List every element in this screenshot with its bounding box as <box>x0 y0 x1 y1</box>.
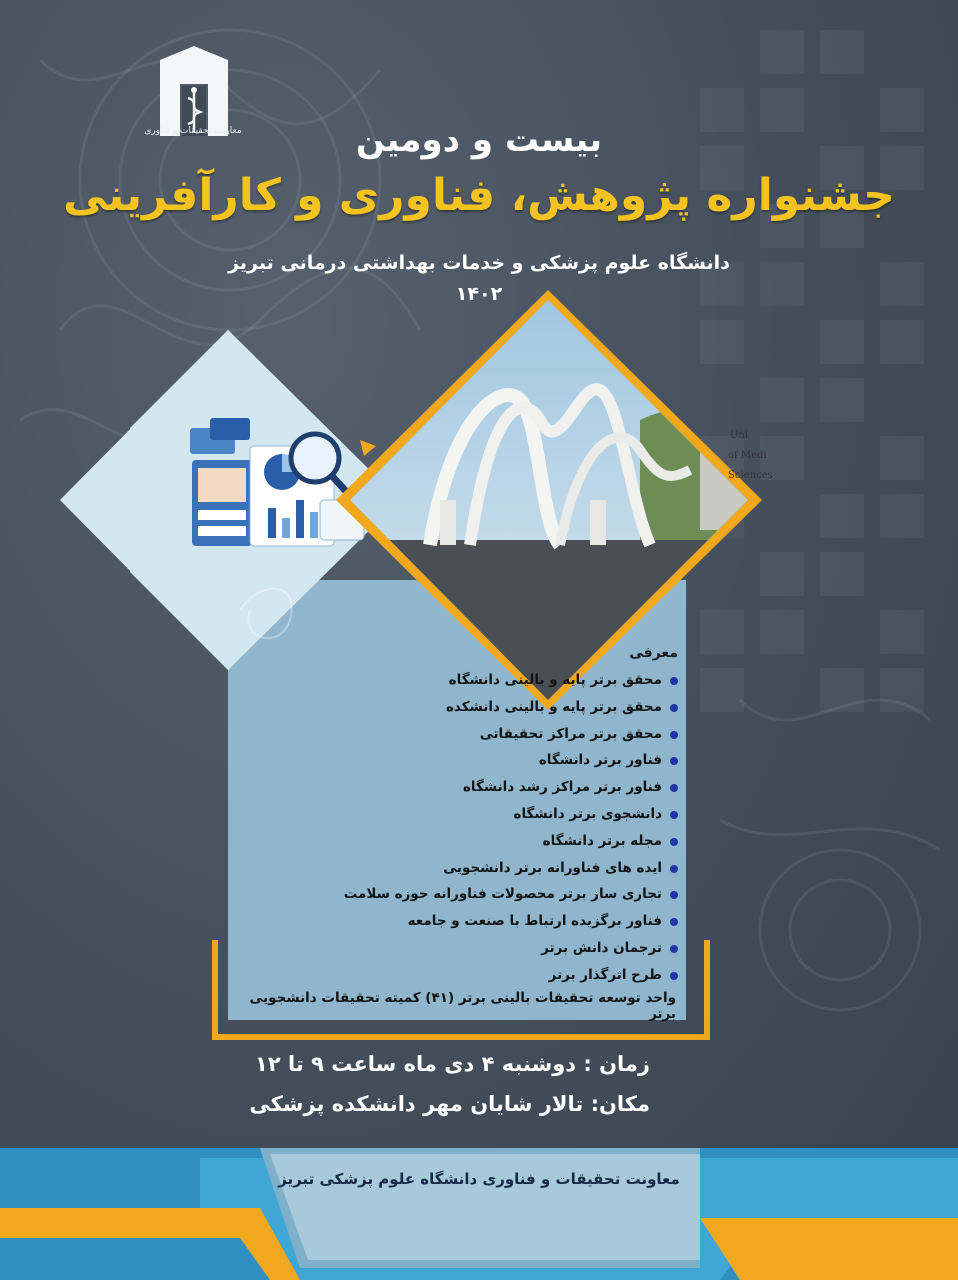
awards-heading: معرفی <box>629 645 678 661</box>
award-item <box>218 881 678 908</box>
award-item <box>218 935 678 962</box>
award-item <box>218 962 678 989</box>
logo-label: معاونت تحقیقات و فناوری <box>144 126 242 136</box>
festival-year: ۱۴۰۲ <box>455 283 503 305</box>
award-item <box>218 801 678 828</box>
bullet-icon <box>670 865 678 873</box>
bullet-icon <box>670 757 678 765</box>
gate-sign-line1: Uni <box>730 430 749 441</box>
awards-footer: واحد توسعه تحقیقات بالینی برتر (۴۱) کمیته تحقیقات دانشجویی برتر <box>249 990 676 1022</box>
award-item <box>218 747 678 774</box>
bullet-icon <box>670 731 678 739</box>
bullet-icon <box>670 704 678 712</box>
bullet-icon <box>670 918 678 926</box>
award-item <box>218 828 678 855</box>
bullet-icon <box>670 677 678 685</box>
award-item-label: دانشجوی برتر دانشگاه <box>513 805 662 822</box>
award-item <box>218 694 678 721</box>
award-item-label: محقق برتر پایه و بالینی دانشکده <box>445 698 662 715</box>
bullet-icon <box>670 838 678 846</box>
bullet-icon <box>670 972 678 980</box>
award-item <box>218 667 678 694</box>
award-item-label: محقق برتر مراکز تحقیقاتی <box>479 725 662 742</box>
award-item-label: محقق برتر پایه و بالینی دانشگاه <box>448 672 662 688</box>
bullet-icon <box>670 891 678 899</box>
event-place: مکان: تالار شایان مهر دانشکده پزشکی <box>249 1092 650 1116</box>
gate-sign-line2: of Medi <box>728 450 767 461</box>
award-item <box>218 721 678 748</box>
award-item-label: ایده های فناورانه برتر دانشجویی <box>443 859 662 876</box>
award-item-label: فناور برتر مراکز رشد دانشگاه <box>462 779 662 796</box>
award-item-label: طرح اثرگذار برتر <box>548 966 662 983</box>
festival-edition: بیست و دومین <box>355 120 603 160</box>
awards-list <box>218 645 678 989</box>
award-item-label: ترجمان دانش برتر <box>541 939 662 956</box>
event-time: زمان : دوشنبه ۴ دی ماه ساعت ۹ تا ۱۲ <box>255 1052 650 1076</box>
award-item <box>218 774 678 801</box>
festival-title: جشنواره پژوهش، فناوری و کارآفرینی <box>63 170 895 221</box>
bullet-icon <box>670 784 678 792</box>
award-item <box>218 908 678 935</box>
university-name: دانشگاه علوم پزشکی و خدمات بهداشتی درمانی تبریز <box>228 252 730 274</box>
bullet-icon <box>670 945 678 953</box>
award-item-label: فناور برگزیده ارتباط با صنعت و جامعه <box>407 913 662 930</box>
award-item-label: فناور برتر دانشگاه <box>538 752 662 769</box>
bullet-icon <box>670 811 678 819</box>
footer-band <box>0 1148 958 1280</box>
award-item <box>218 855 678 882</box>
award-item-label: مجله برتر دانشگاه <box>542 832 662 849</box>
award-item-label: تجاری ساز برتر محصولات فناورانه حوزه سلامت <box>343 886 662 903</box>
footer-text: معاونت تحقیقات و فناوری دانشگاه علوم پزشکی تبریز <box>278 1170 680 1188</box>
gate-sign-line3: Sciences <box>728 470 773 481</box>
